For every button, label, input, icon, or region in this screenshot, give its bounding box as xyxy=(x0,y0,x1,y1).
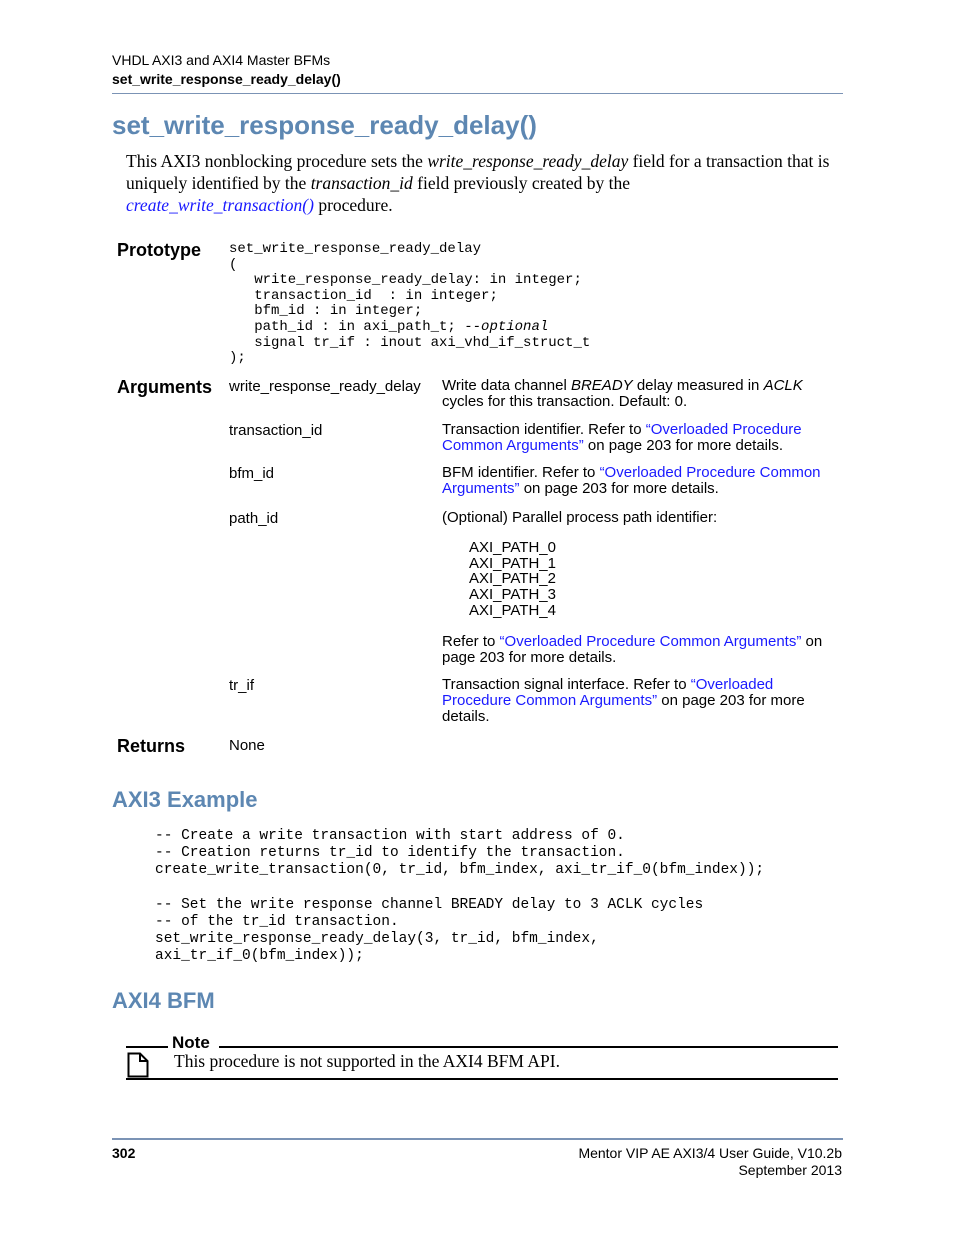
path-id-values xyxy=(469,540,556,619)
page-title: set_write_response_ready_delay() xyxy=(112,110,537,140)
overloaded-args-link[interactable]: “Overloaded Procedure Common Arguments” xyxy=(442,676,774,709)
list-item: AXI_PATH_1 xyxy=(469,554,556,572)
arg-desc-transaction-id: Transaction identifier. Refer to “Overloaded Procedure Common Arguments” on page 203 for more details. xyxy=(442,421,802,454)
arguments-label: Arguments xyxy=(117,377,213,397)
axi4-bfm-heading: AXI4 BFM xyxy=(112,988,215,1013)
footer-guide-title: Mentor VIP AE AXI3/4 User Guide, V10.2b xyxy=(578,1145,842,1161)
note-top-rule-left xyxy=(126,1046,168,1048)
arg-name-tr-if: tr_if xyxy=(229,677,255,694)
overloaded-args-link[interactable]: “Overloaded Procedure Common Arguments” xyxy=(442,421,802,454)
note-top-rule-right xyxy=(219,1046,838,1048)
note-label: Note xyxy=(172,1033,210,1052)
prototype-code: set_write_response_ready_delay ( write_response_ready_delay: in integer; transaction_id : in integer; bfm_id : in integer; path_id : in axi_path_t; --optional signal tr_if : inout axi_vhd_if_struct_t ); xyxy=(229,241,591,367)
list-item: AXI_PATH_2 xyxy=(469,570,556,588)
intro-paragraph: This AXI3 nonblocking procedure sets the write_response_ready_delay field for a transaction that is uniquely identified by the transaction_id field previously created by the create_write_transaction() procedure. xyxy=(126,151,830,215)
arg-desc-path-id: (Optional) Parallel process path identifier: xyxy=(442,509,718,526)
arg-name-path-id: path_id xyxy=(229,510,279,527)
header-divider xyxy=(112,93,843,94)
arg-name-write-response-ready-delay: write_response_ready_delay xyxy=(229,378,421,395)
footer-info xyxy=(578,1145,842,1179)
arg-desc-write-response-ready-delay: Write data channel BREADY delay measured in ACLK cycles for this transaction. Default: 0. xyxy=(442,377,803,410)
create-write-transaction-link[interactable]: create_write_transaction() xyxy=(126,195,314,215)
footer-divider xyxy=(112,1138,843,1140)
arg-name-bfm-id: bfm_id xyxy=(229,465,275,482)
running-header-section: set_write_response_ready_delay() xyxy=(112,71,341,87)
note-bottom-rule xyxy=(126,1078,838,1080)
footer-date: September 2013 xyxy=(738,1162,842,1178)
list-item: AXI_PATH_3 xyxy=(469,586,556,604)
axi3-example-heading: AXI3 Example xyxy=(112,787,258,812)
page-number: 302 xyxy=(112,1145,136,1161)
overloaded-args-link[interactable]: “Overloaded Procedure Common Arguments” xyxy=(442,464,821,497)
running-header-chapter: VHDL AXI3 and AXI4 Master BFMs xyxy=(112,52,331,68)
list-item: AXI_PATH_4 xyxy=(469,601,556,619)
arg-name-transaction-id: transaction_id xyxy=(229,422,323,439)
overloaded-args-link[interactable]: “Overloaded Procedure Common Arguments” xyxy=(499,633,802,650)
returns-label: Returns xyxy=(117,736,186,756)
arg-desc-path-id-refer: Refer to “Overloaded Procedure Common Arguments” on page 203 for more details. xyxy=(442,633,823,666)
prototype-label: Prototype xyxy=(117,240,202,260)
arg-desc-tr-if: Transaction signal interface. Refer to “Overloaded Procedure Common Arguments” on page 203 for more details. xyxy=(442,676,805,725)
returns-value: None xyxy=(229,737,265,754)
list-item: AXI_PATH_0 xyxy=(469,539,556,556)
arg-desc-bfm-id: BFM identifier. Refer to “Overloaded Procedure Common Arguments” on page 203 for more details. xyxy=(442,464,821,497)
note-text: This procedure is not supported in the AXI4 BFM API. xyxy=(174,1051,560,1071)
axi3-example-code: -- Create a write transaction with start address of 0. -- Creation returns tr_id to identify the transaction. create_write_transaction(0, tr_id, bfm_index, axi_tr_if_0(bfm_index)); -- Set the write response channel BREADY delay to 3 ACLK cycles -- of the tr_id transaction. set_write_response_ready_delay(3, tr_id, bfm_index, axi_tr_if_0(bfm_index)); xyxy=(155,828,765,965)
